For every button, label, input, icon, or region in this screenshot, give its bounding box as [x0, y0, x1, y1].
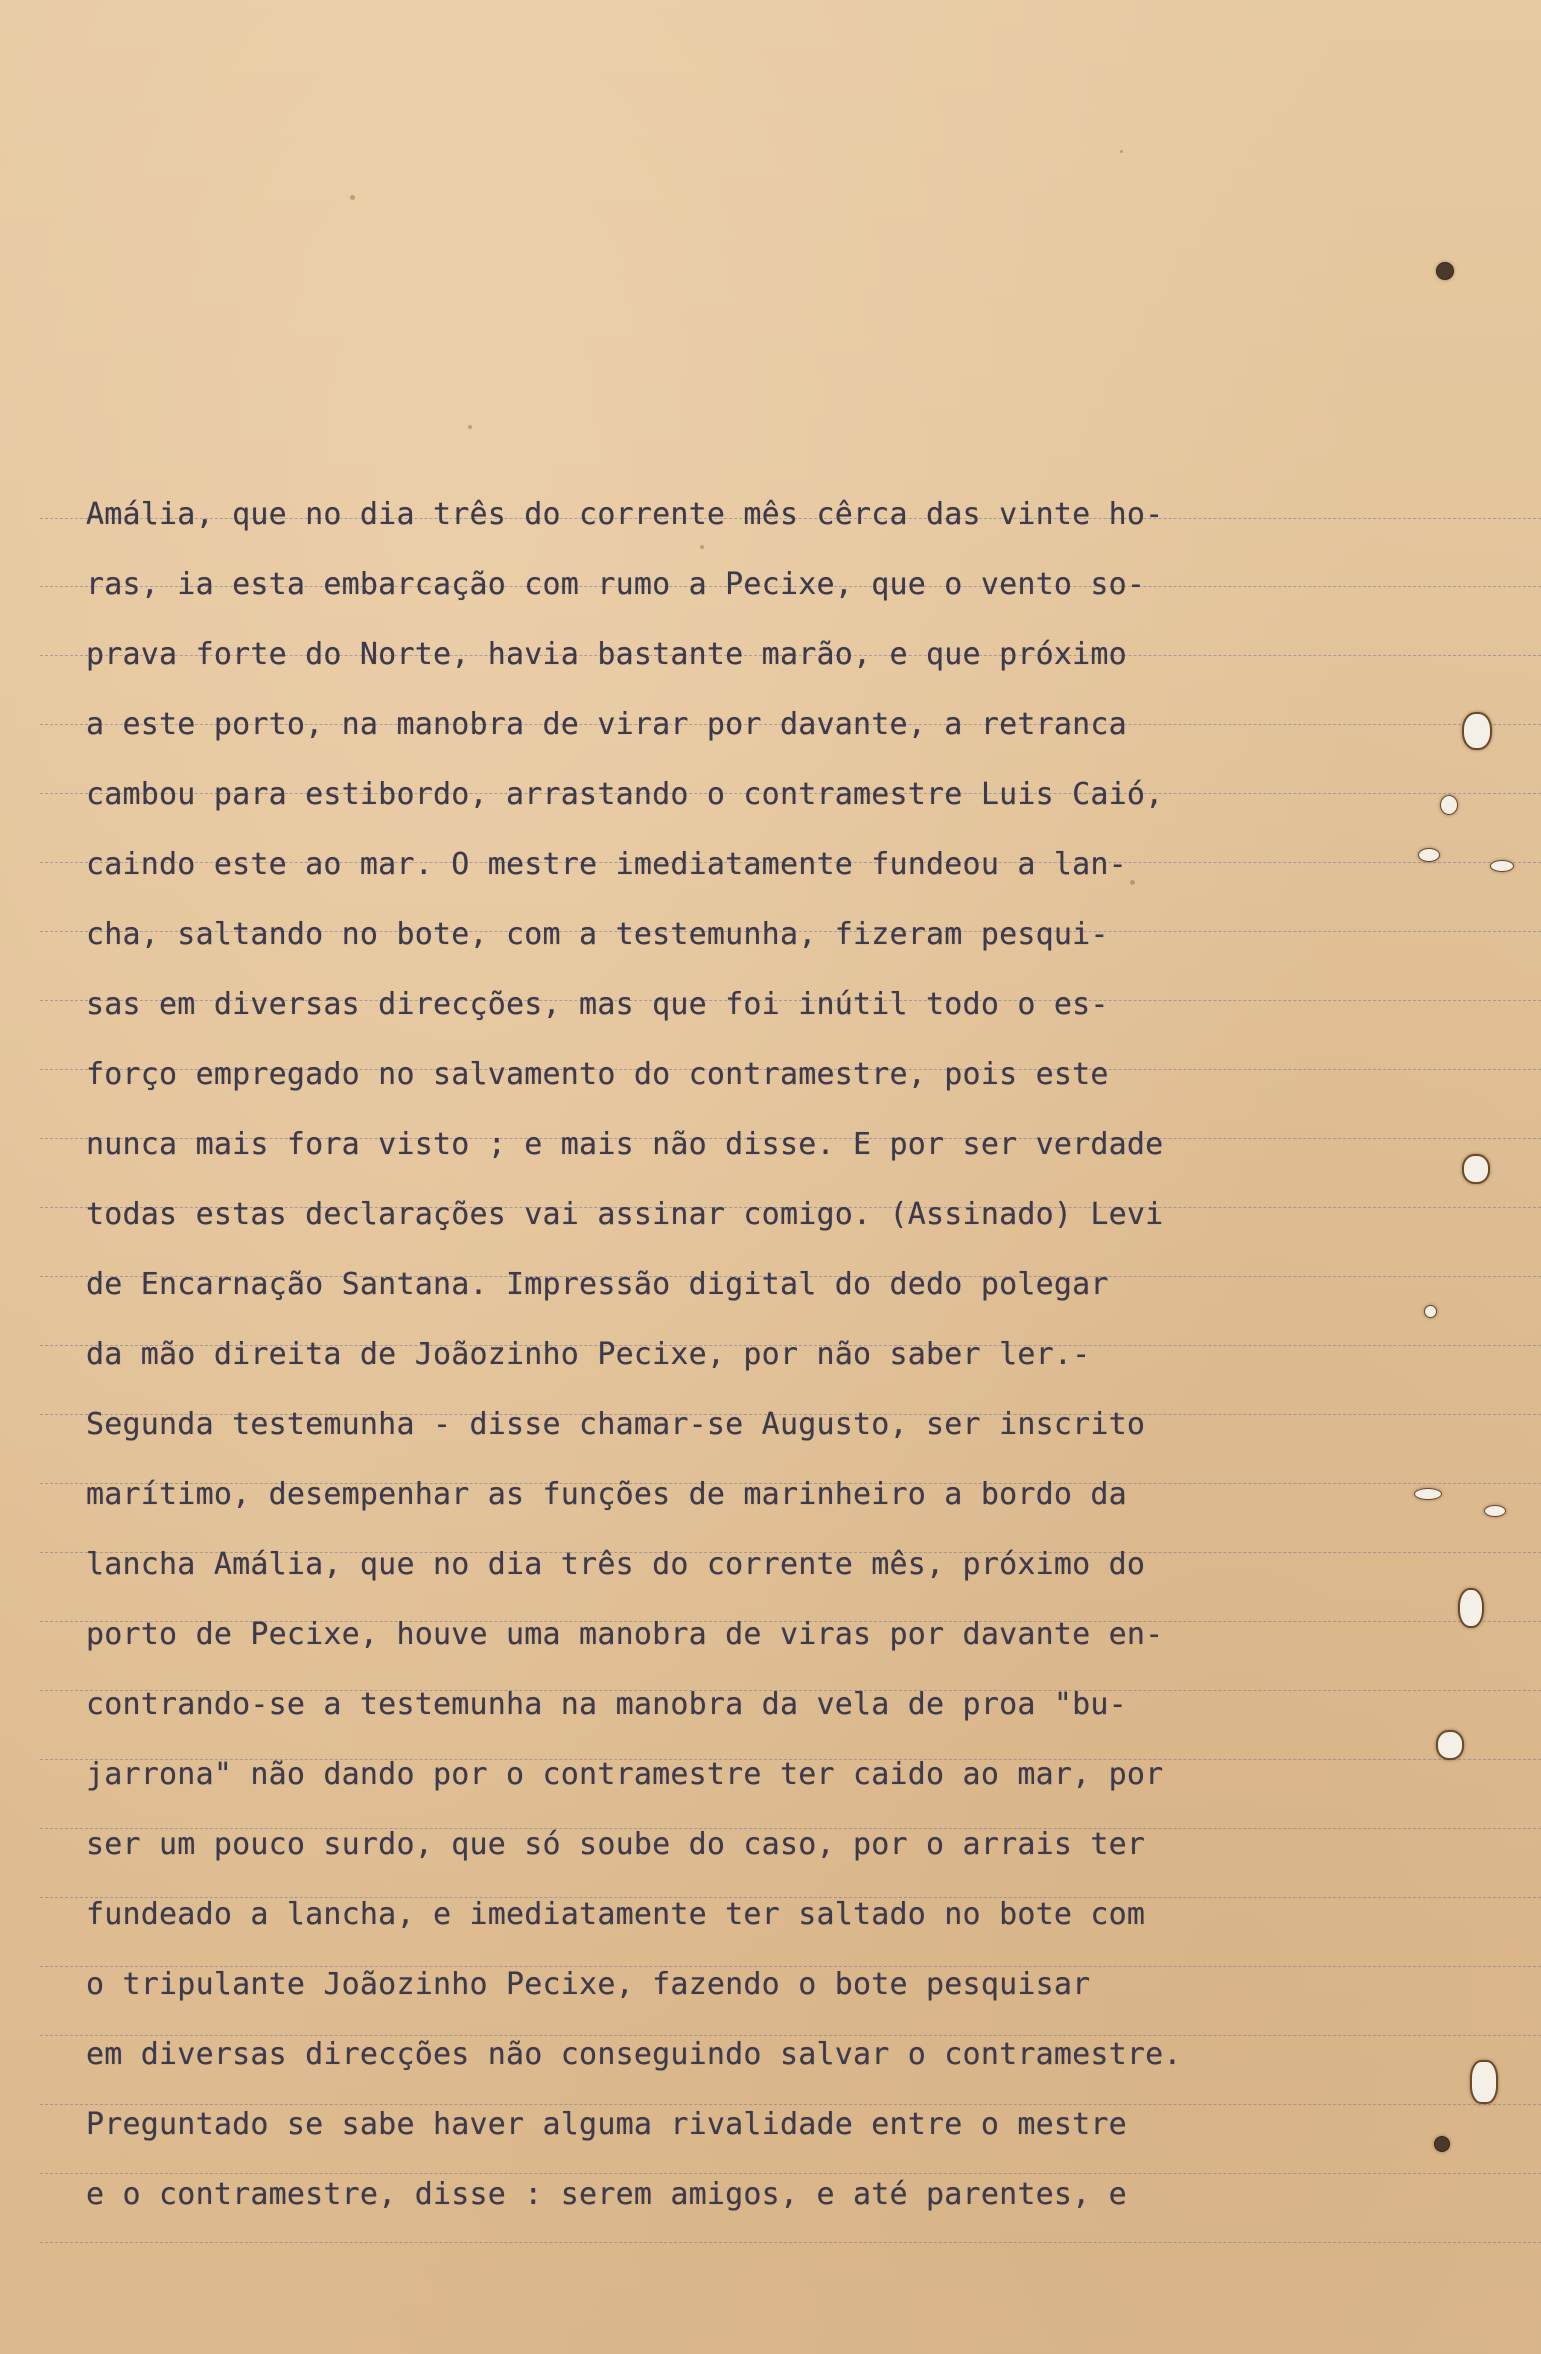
binder-hole	[1434, 2136, 1450, 2152]
binder-hole	[1490, 860, 1514, 872]
text-line: caindo este ao mar. O mestre imediatamente fundeou a lan-	[86, 847, 1127, 882]
text-line: porto de Pecixe, houve uma manobra de viras por davante en-	[86, 1617, 1164, 1652]
binder-hole	[1458, 1588, 1484, 1628]
paper-speck	[468, 425, 472, 429]
text-line: fundeado a lancha, e imediatamente ter saltado no bote com	[86, 1897, 1146, 1932]
text-line: Preguntado se sabe haver alguma rivalidade entre o mestre	[86, 2107, 1127, 2142]
text-line: cha, saltando no bote, com a testemunha, fizeram pesqui-	[86, 917, 1109, 952]
text-line: em diversas direcções não conseguindo salvar o contramestre.	[86, 2037, 1182, 2072]
text-line: Segunda testemunha - disse chamar-se Augusto, ser inscrito	[86, 1407, 1146, 1442]
text-line: cambou para estibordo, arrastando o contramestre Luis Caió,	[86, 777, 1164, 812]
text-line: sas em diversas direcções, mas que foi inútil todo o es-	[86, 987, 1109, 1022]
paper-speck	[1120, 150, 1123, 153]
binder-hole	[1484, 1505, 1506, 1517]
document-body	[86, 480, 1336, 2230]
text-line: jarrona" não dando por o contramestre ter caido ao mar, por	[86, 1757, 1164, 1792]
text-line: marítimo, desempenhar as funções de marinheiro a bordo da	[86, 1477, 1127, 1512]
paper-speck	[350, 195, 355, 200]
binder-hole	[1470, 2060, 1498, 2104]
text-line: ser um pouco surdo, que só soube do caso, por o arrais ter	[86, 1827, 1146, 1862]
ruled-line	[40, 2242, 1541, 2243]
binder-hole	[1462, 712, 1492, 750]
text-line: o tripulante Joãozinho Pecixe, fazendo o bote pesquisar	[86, 1967, 1091, 2002]
text-line: Amália, que no dia três do corrente mês cêrca das vinte ho-	[86, 497, 1164, 532]
text-line: lancha Amália, que no dia três do corrente mês, próximo do	[86, 1547, 1146, 1582]
text-line: de Encarnação Santana. Impressão digital do dedo polegar	[86, 1267, 1109, 1302]
binder-hole	[1440, 795, 1458, 815]
binder-hole	[1414, 1488, 1442, 1500]
text-line: forço empregado no salvamento do contramestre, pois este	[86, 1057, 1109, 1092]
text-line: e o contramestre, disse : serem amigos, e até parentes, e	[86, 2177, 1127, 2212]
text-line: ras, ia esta embarcação com rumo a Pecixe, que o vento so-	[86, 567, 1146, 602]
text-line: a este porto, na manobra de virar por davante, a retranca	[86, 707, 1127, 742]
binder-hole	[1436, 262, 1454, 280]
binder-hole	[1462, 1154, 1490, 1184]
binder-hole	[1436, 1730, 1464, 1760]
binder-hole	[1418, 848, 1440, 862]
text-line: da mão direita de Joãozinho Pecixe, por não saber ler.-	[86, 1337, 1091, 1372]
binder-hole	[1424, 1305, 1437, 1318]
text-line: contrando-se a testemunha na manobra da vela de proa "bu-	[86, 1687, 1127, 1722]
text-line: todas estas declarações vai assinar comigo. (Assinado) Levi	[86, 1197, 1164, 1232]
text-line: prava forte do Norte, havia bastante marão, e que próximo	[86, 637, 1127, 672]
text-line: nunca mais fora visto ; e mais não disse. E por ser verdade	[86, 1127, 1164, 1162]
